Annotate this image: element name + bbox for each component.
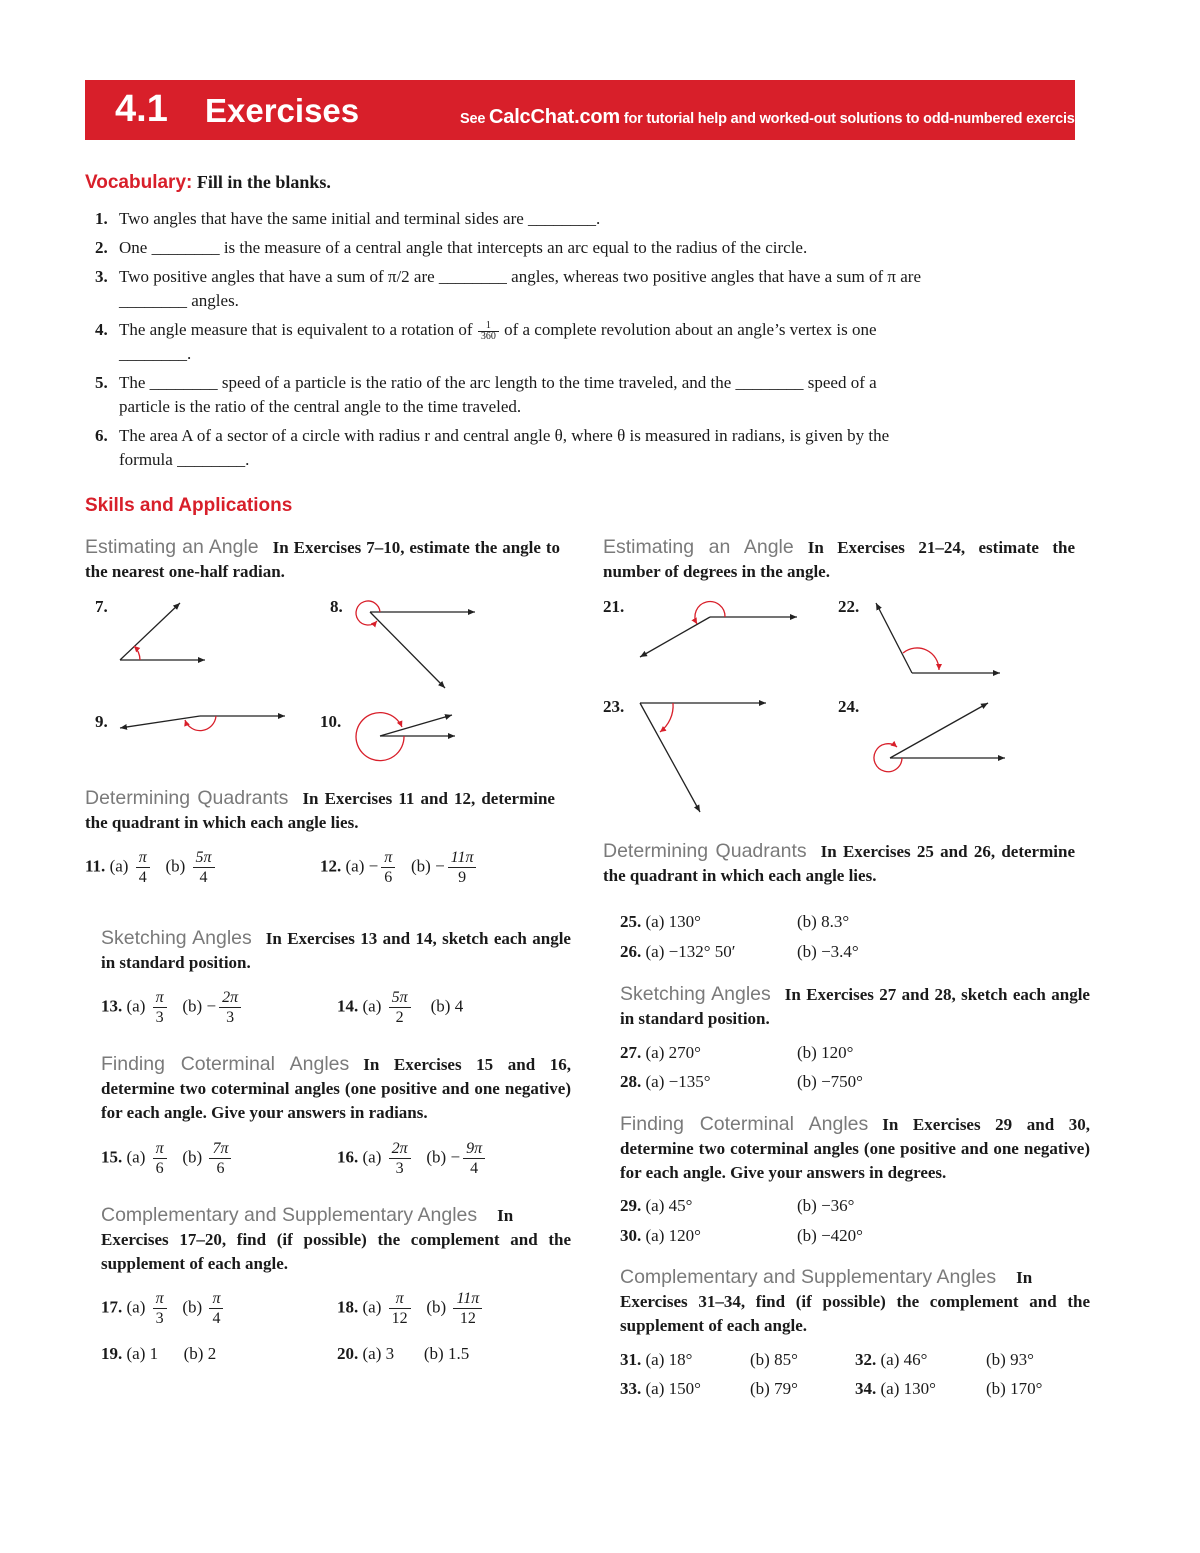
vocab-text: One ________ is the measure of a central angle that intercepts an arc equal to the radius of the circle. xyxy=(119,238,808,257)
vocab-num: 5. xyxy=(95,373,108,392)
exercise-27 xyxy=(620,1043,701,1063)
numerator: 2π xyxy=(219,988,241,1008)
section-instruction: Exercises 17–20, find (if possible) the complement and the supplement of each angle. xyxy=(101,1230,571,1273)
section-instruction: In Exercises 15 and 16, determine two coterminal angles (one positive and one negative) for each angle. Give your answers in radians. xyxy=(101,1055,571,1122)
denominator: 9 xyxy=(458,869,467,886)
numerator: π xyxy=(153,1289,167,1309)
minus-sign: − xyxy=(206,996,217,1016)
section-instruction-in: In xyxy=(1016,1268,1033,1287)
right-coterminal-section xyxy=(620,1112,1090,1185)
denominator: 4 xyxy=(199,869,208,886)
part-a: (a) 150° xyxy=(645,1379,701,1398)
angle-diagram-23 xyxy=(640,703,766,812)
part-a: (a) xyxy=(126,1297,146,1317)
vocab-num: 2. xyxy=(95,238,108,257)
numerator: 11π xyxy=(453,1289,482,1309)
part-a: (a) 46° xyxy=(880,1350,928,1369)
fraction-denominator: 360 xyxy=(480,330,496,342)
part-a: (a) xyxy=(126,1147,146,1167)
exercise-12 xyxy=(320,848,479,887)
section-title: Exercises xyxy=(205,92,360,129)
part-a: (a) −135° xyxy=(645,1072,711,1091)
part-b: (b) xyxy=(410,856,431,876)
numerator: π xyxy=(153,1139,167,1159)
denominator: 2 xyxy=(395,1009,404,1026)
numerator: π xyxy=(136,848,150,868)
numerator: π xyxy=(153,988,167,1008)
part-b: (b) 1.5 xyxy=(423,1344,470,1363)
exercise-label-7: 7. xyxy=(95,597,108,616)
section-instruction: Exercises 31–34, find (if possible) the complement and the supplement of each angle. xyxy=(620,1292,1090,1335)
part-b: (b) 2 xyxy=(183,1344,217,1363)
exercise-20 xyxy=(337,1344,469,1364)
angle-diagram-7 xyxy=(120,603,205,660)
exercise-number: 14. xyxy=(337,996,359,1016)
section-title: Estimating an Angle xyxy=(85,536,259,558)
part-a: (a) −132° 50′ xyxy=(645,942,736,961)
numerator: π xyxy=(381,848,395,868)
vocab-text: The angle measure that is equivalent to a rotation of xyxy=(119,320,477,339)
exercise-number: 12. xyxy=(320,856,342,876)
exercise-number: 16. xyxy=(337,1147,359,1167)
exercise-18 xyxy=(337,1289,485,1328)
part-b: (b) xyxy=(426,1147,447,1167)
part-a: (a) xyxy=(345,856,365,876)
section-instruction: In Exercises 11 and 12, determine the quadrant in which each angle lies. xyxy=(85,789,555,832)
vocabulary-instruction: Fill in the blanks. xyxy=(196,172,331,192)
exercise-label-24: 24. xyxy=(838,697,860,716)
exercise-30 xyxy=(620,1226,701,1246)
exercise-label-10: 10. xyxy=(320,712,342,731)
numerator: 2π xyxy=(389,1139,411,1159)
exercise-number: 11. xyxy=(85,856,106,876)
denominator: 4 xyxy=(212,1310,221,1327)
section-instruction: In Exercises 7–10, estimate the angle to the nearest one-half radian. xyxy=(85,538,560,581)
exercise-11 xyxy=(85,848,218,887)
exercise-number: 31. xyxy=(620,1350,642,1369)
vocab-num: 1. xyxy=(95,209,108,228)
section-title: Sketching Angles xyxy=(620,983,771,1005)
vocab-num: 4. xyxy=(95,320,108,339)
right-complementary-section xyxy=(620,1265,1090,1338)
exercise-19 xyxy=(101,1344,216,1364)
exercise-15 xyxy=(101,1139,234,1178)
exercise-number: 34. xyxy=(855,1379,877,1398)
exercise-25 xyxy=(620,912,701,932)
exercise-number: 18. xyxy=(337,1297,359,1317)
section-title: Finding Coterminal Angles xyxy=(620,1113,869,1135)
exercise-number: 19. xyxy=(101,1344,123,1363)
part-a: (a) xyxy=(362,1147,382,1167)
exercise-28-b: (b) −750° xyxy=(797,1072,863,1091)
exercise-number: 26. xyxy=(620,942,642,961)
part-a: (a) 45° xyxy=(645,1196,693,1215)
exercise-label-21: 21. xyxy=(603,597,625,616)
exercise-32 xyxy=(855,1350,927,1370)
numerator: π xyxy=(389,1289,411,1309)
part-a: (a) xyxy=(126,996,146,1016)
section-title: Estimating an Angle xyxy=(603,536,794,558)
angle-diagram-8 xyxy=(356,601,475,688)
section-instruction: In Exercises 25 and 26, determine the quadrant in which each angle lies. xyxy=(603,842,1075,885)
exercise-number: 28. xyxy=(620,1072,642,1091)
denominator: 4 xyxy=(138,869,147,886)
exercise-number: 17. xyxy=(101,1297,123,1317)
denominator: 3 xyxy=(155,1310,164,1327)
numerator: 11π xyxy=(448,848,477,868)
exercise-33 xyxy=(620,1379,701,1399)
left-coterminal-section xyxy=(101,1052,571,1125)
section-number: 4.1 xyxy=(115,88,168,130)
exercise-34 xyxy=(855,1379,936,1399)
calcchat-link[interactable]: CalcChat.com xyxy=(489,106,621,128)
exercise-29 xyxy=(620,1196,692,1216)
part-a: (a) 1 xyxy=(126,1344,159,1363)
exercise-14 xyxy=(337,988,463,1027)
denominator: 3 xyxy=(226,1009,235,1026)
vocab-text: The area A of a sector of a circle with radius r and central angle θ, where θ is measured in radians, is given by the formula ________. xyxy=(119,426,890,469)
exercise-31 xyxy=(620,1350,692,1370)
part-a: (a) 270° xyxy=(645,1043,701,1062)
part-a: (a) 130° xyxy=(880,1379,936,1398)
right-sketching-section xyxy=(620,982,1090,1031)
numerator: π xyxy=(209,1289,223,1309)
section-title: Complementary and Supplementary Angles xyxy=(620,1266,997,1288)
exercise-number: 13. xyxy=(101,996,123,1016)
exercise-27-b: (b) 120° xyxy=(797,1043,854,1062)
part-b: (b) xyxy=(182,996,203,1016)
part-a: (a) xyxy=(362,1297,382,1317)
part-b: (b) 4 xyxy=(430,996,464,1016)
numerator: 5π xyxy=(389,988,411,1008)
vocab-text: The ________ speed of a particle is the ratio of the arc length to the time traveled, and the ________ speed of a particle is the ratio of the central angle to the time traveled. xyxy=(119,373,877,416)
vocabulary-label: Vocabulary: xyxy=(85,172,193,193)
part-a: (a) xyxy=(362,996,382,1016)
denominator: 12 xyxy=(391,1310,408,1327)
exercise-26 xyxy=(620,942,735,962)
numerator: 9π xyxy=(463,1139,485,1159)
section-instruction-in: In xyxy=(497,1206,514,1225)
denominator: 3 xyxy=(155,1009,164,1026)
part-b: (b) xyxy=(182,1147,203,1167)
denominator: 6 xyxy=(384,869,393,886)
part-b: (b) xyxy=(165,856,186,876)
vocab-num: 3. xyxy=(95,267,108,286)
left-complementary-section xyxy=(101,1203,571,1276)
note-see: See xyxy=(460,111,490,127)
left-sketching-section xyxy=(101,926,571,975)
denominator: 6 xyxy=(216,1160,225,1177)
section-title: Determining Quadrants xyxy=(85,787,289,809)
part-a: (a) 3 xyxy=(362,1344,395,1363)
numerator: 7π xyxy=(209,1139,231,1159)
exercise-number: 33. xyxy=(620,1379,642,1398)
part-a: (a) 18° xyxy=(645,1350,693,1369)
section-instruction: In Exercises 21–24, estimate the number of degrees in the angle. xyxy=(603,538,1075,581)
exercise-number: 32. xyxy=(855,1350,877,1369)
left-quadrants-section xyxy=(85,786,555,835)
section-title: Complementary and Supplementary Angles xyxy=(101,1204,478,1226)
angle-diagram-10 xyxy=(356,713,455,761)
section-title: Finding Coterminal Angles xyxy=(101,1053,350,1075)
numerator: 5π xyxy=(193,848,215,868)
part-a: (a) xyxy=(109,856,129,876)
exercise-number: 29. xyxy=(620,1196,642,1215)
skills-heading: Skills and Applications xyxy=(85,495,293,516)
section-title: Sketching Angles xyxy=(101,927,252,949)
exercise-17 xyxy=(101,1289,226,1328)
right-quadrants-section xyxy=(603,839,1075,888)
part-b: (b) xyxy=(182,1297,203,1317)
section-instruction: In Exercises 27 and 28, sketch each angle in standard position. xyxy=(620,985,1090,1028)
exercise-number: 25. xyxy=(620,912,642,931)
exercise-34-b: (b) 170° xyxy=(986,1379,1043,1398)
denominator: 3 xyxy=(395,1160,404,1177)
note-rest: for tutorial help and worked-out solutions to odd-numbered exercises. xyxy=(620,111,1095,127)
exercise-label-23: 23. xyxy=(603,697,625,716)
exercise-30-b: (b) −420° xyxy=(797,1226,863,1245)
exercise-number: 27. xyxy=(620,1043,642,1062)
denominator: 6 xyxy=(155,1160,164,1177)
minus-sign: − xyxy=(368,856,379,876)
angle-diagram-21 xyxy=(640,602,797,657)
exercise-number: 20. xyxy=(337,1344,359,1363)
denominator: 4 xyxy=(470,1160,479,1177)
vocab-num: 6. xyxy=(95,426,108,445)
part-a: (a) 120° xyxy=(645,1226,701,1245)
exercise-label-8: 8. xyxy=(330,597,343,616)
angle-diagram-22 xyxy=(876,603,1000,673)
angle-diagram-9 xyxy=(120,716,285,731)
section-instruction: In Exercises 29 and 30, determine two coterminal angles (one positive and one negative) for each angle. Give your answers in degrees. xyxy=(620,1115,1090,1182)
exercise-13 xyxy=(101,988,244,1027)
vocab-text: Two positive angles that have a sum of π/2 are ________ angles, whereas two positive angles that have a sum of π are ________ angles. xyxy=(119,267,922,310)
exercise-28 xyxy=(620,1072,711,1092)
exercise-31-b: (b) 85° xyxy=(750,1350,798,1369)
part-a: (a) 130° xyxy=(645,912,701,931)
minus-sign: − xyxy=(435,856,445,876)
angle-diagram-24 xyxy=(874,703,1005,772)
exercise-label-22: 22. xyxy=(838,597,860,616)
exercise-29-b: (b) −36° xyxy=(797,1196,855,1215)
fraction-numerator: 1 xyxy=(478,321,499,332)
minus-sign: − xyxy=(450,1147,461,1167)
exercise-number: 15. xyxy=(101,1147,123,1167)
denominator: 12 xyxy=(459,1310,476,1327)
exercise-number: 30. xyxy=(620,1226,642,1245)
part-b: (b) xyxy=(426,1297,447,1317)
exercise-33-b: (b) 79° xyxy=(750,1379,798,1398)
exercise-16 xyxy=(337,1139,488,1178)
section-title: Determining Quadrants xyxy=(603,840,807,862)
exercise-26-b: (b) −3.4° xyxy=(797,942,859,961)
exercise-32-b: (b) 93° xyxy=(986,1350,1034,1369)
section-instruction: In Exercises 13 and 14, sketch each angle in standard position. xyxy=(101,929,571,972)
right-estimating-section xyxy=(603,535,1075,584)
vocab-text: of a complete revolution about an angle’s vertex is one ________. xyxy=(119,320,877,363)
exercise-25-b: (b) 8.3° xyxy=(797,912,850,931)
exercise-label-9: 9. xyxy=(95,712,108,731)
vocab-text: Two angles that have the same initial and terminal sides are ________. xyxy=(119,209,601,228)
